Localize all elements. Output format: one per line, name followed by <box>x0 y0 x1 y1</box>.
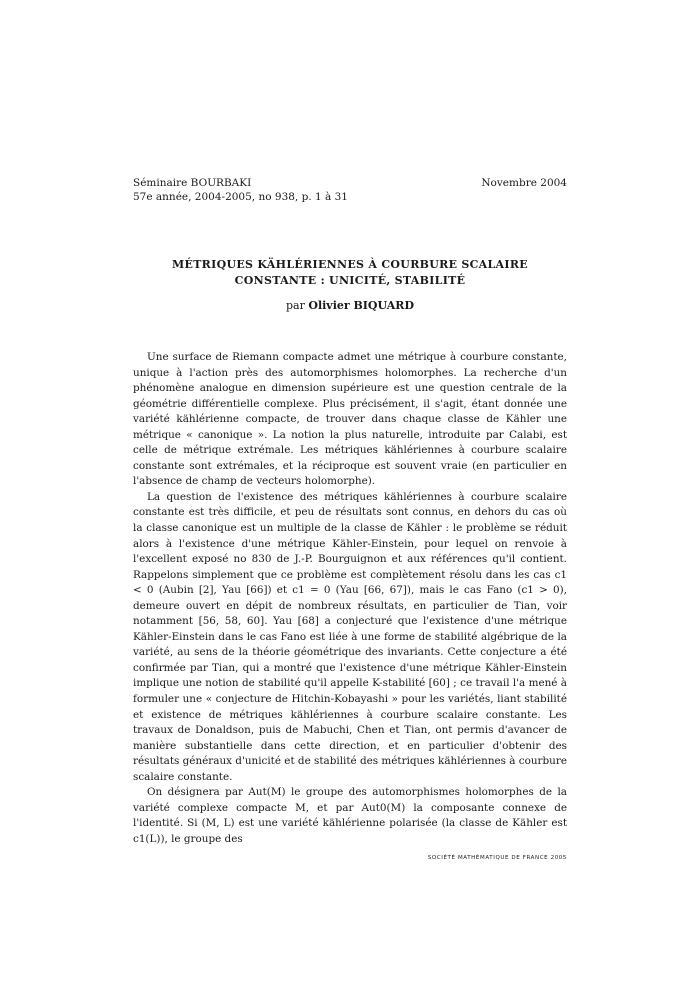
author-prefix: par <box>286 299 305 312</box>
paragraph-1: Une surface de Riemann compacte admet une métrique à courbure constante, unique à l'action près des automorphismes holomorphes. La recherche d'un phénomène analogue en dimension supérieure est une question centrale de la géométrie différentielle complexe. Plus précisément, il s'agit, étant donnée une variété kählérienne compacte, de trouver dans chaque classe de Kähler une métrique « canonique ». La notion la plus naturelle, introduite par Calabi, est celle de métrique extrémale. Les métriques kählériennes à courbure scalaire constante sont extrémales, et la réciproque est souvent vraie (en particulier en l'absence de champ de vecteurs holomorphe). <box>133 351 567 488</box>
title-line-2: CONSTANTE : UNICITÉ, STABILITÉ <box>234 274 466 287</box>
seminar-name: Séminaire BOURBAKI <box>133 177 252 189</box>
author-name: Olivier BIQUARD <box>308 299 414 312</box>
volume-info: 57e année, 2004-2005, no 938, p. 1 à 31 <box>133 191 348 203</box>
title-line-1: MÉTRIQUES KÄHLÉRIENNES À COURBURE SCALAIRE <box>172 258 528 271</box>
paper-body <box>133 350 567 848</box>
author-line <box>133 299 567 312</box>
paragraph-2: La question de l'existence des métriques kählériennes à courbure scalaire constante est très difficile, et peu de résultats sont connus, en dehors du cas où la classe canonique est un multiple de la classe de Kähler : le problème se réduit alors à l'existence d'une métrique Kähler-Einstein, pour lequel on renvoie à l'excellent exposé no 830 de J.-P. Bourguignon et aux références qu'il contient. Rappelons simplement que ce problème est complètement résolu dans les cas c1 < 0 (Aubin [2], Yau [66]) et c1 = 0 (Yau [66, 67]), mais le cas Fano (c1 > 0), demeure ouvert en dépit de nombreux résultats, en particulier de Tian, voir notamment [56, 58, 60]. Yau [68] a conjecturé que l'existence d'une métrique Kähler-Einstein dans le cas Fano est liée à une forme de stabilité algébrique de la variété, au sens de la théorie géométrique des invariants. Cette conjecture a été confirmée par Tian, qui a montré que l'existence d'une métrique Kähler-Einstein implique une notion de stabilité qu'il appelle K-stabilité [60] ; ce travail l'a mené à formuler une « conjecture de Hitchin-Kobayashi » pour les variétés, liant stabilité et existence de métriques kählériennes à courbure scalaire constante. Les travaux de Donaldson, puis de Mabuchi, Chen et Tian, ont permis d'avancer de manière substantielle dans cette direction, et en particulier d'obtenir des résultats généraux d'unicité et de stabilité des métriques kählériennes à courbure scalaire constante. <box>133 490 567 783</box>
publisher-footer: SOCIÉTÉ MATHÉMATIQUE DE FRANCE 2005 <box>427 855 567 861</box>
paper-title <box>133 257 567 289</box>
seminar-date: Novembre 2004 <box>481 177 567 189</box>
paragraph-3: On désignera par Aut(M) le groupe des automorphismes holomorphes de la variété complexe compacte M, et par Aut0(M) la composante connexe de l'identité. Si (M, L) est une variété kählérienne polarisée (la classe de Kähler est c1(L)), le groupe des <box>133 786 567 845</box>
